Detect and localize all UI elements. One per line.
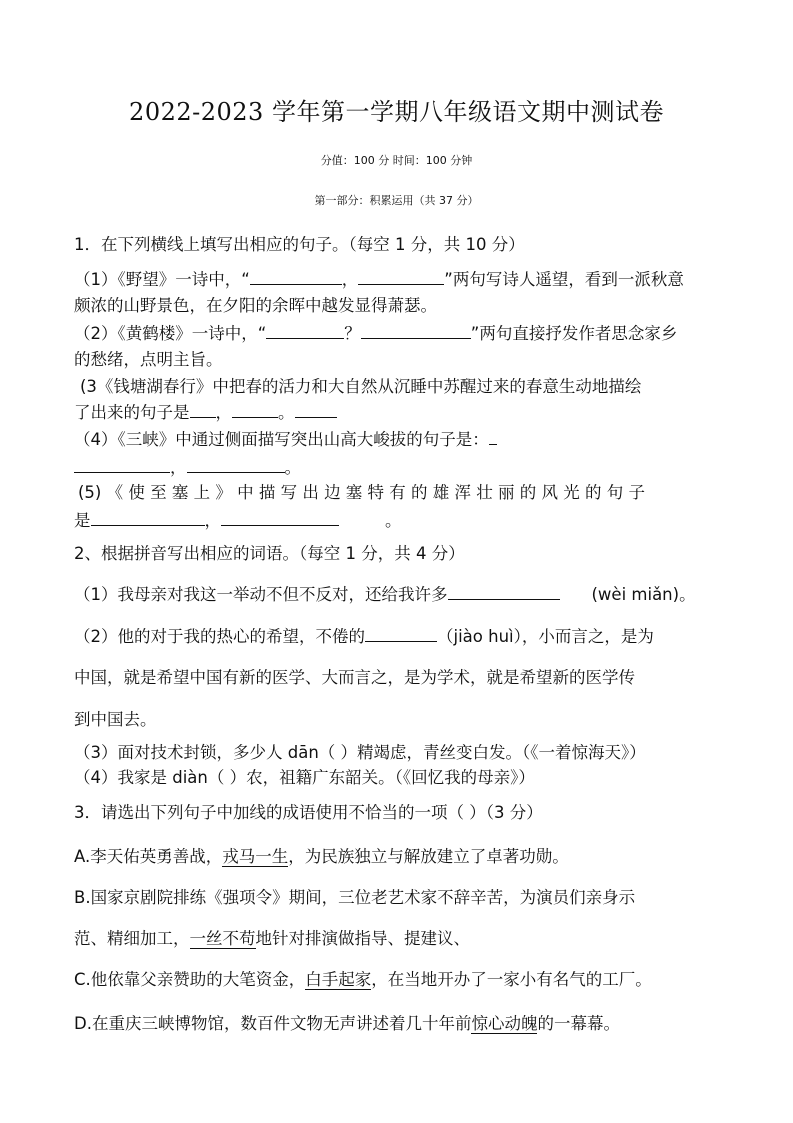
q1-item3-line1: (3《钱塘湖春行》中把春的活力和大自然从沉睡中苏醒过来的春意生动地描绘 bbox=[80, 377, 642, 396]
section-heading-part1: 第一部分：积累运用（共 37 分） bbox=[314, 194, 479, 207]
option-b-text-end: 地针对排演做指导、提建议、 bbox=[255, 929, 470, 948]
answer-blank[interactable] bbox=[250, 268, 342, 285]
q2-item2-line1 bbox=[74, 623, 654, 647]
option-d-text-end: 的一幕幕。 bbox=[537, 1014, 620, 1033]
exam-title: 2022-2023 学年第一学期八年级语文期中测试卷 bbox=[129, 98, 664, 126]
q2-item2-text-a: （2）他的对于我的热心的希望，不倦的 bbox=[74, 627, 365, 646]
option-b-idiom: 一丝不苟 bbox=[189, 929, 256, 948]
q1-item1-text-b: ， bbox=[341, 270, 359, 289]
q1-item4-text-b: ， bbox=[170, 458, 187, 477]
q1-item4-line2 bbox=[74, 454, 301, 478]
q1-item4-text-c: 。 bbox=[284, 458, 301, 477]
q3-option-b-line1[interactable]: B.国家京剧院排练《强项令》期间，三位老艺术家不辞辛苦，为演员们亲身示 bbox=[74, 888, 636, 907]
q1-item2-text-c: ”两句直接抒发作者思念家乡 bbox=[470, 324, 678, 343]
answer-blank[interactable] bbox=[74, 456, 170, 473]
answer-blank[interactable] bbox=[221, 509, 339, 526]
q2-item1 bbox=[74, 581, 696, 605]
q1-item1-text-c: ”两句写诗人遥望，看到一派秋意 bbox=[444, 270, 684, 289]
answer-blank[interactable] bbox=[232, 401, 278, 418]
q1-item3-text-b: ， bbox=[215, 403, 232, 422]
q1-item3-text-c: 。 bbox=[278, 403, 295, 422]
option-a-text-end: ，为民族独立与解放建立了卓著功勋。 bbox=[288, 847, 569, 866]
q2-item2-line3: 到中国去。 bbox=[74, 710, 157, 729]
q3-option-d[interactable] bbox=[74, 1010, 620, 1034]
q2-item3: （3）面对技术封锁，多少人 dān（ ）精竭虑，青丝变白发。（《一着惊海天》） bbox=[74, 743, 646, 762]
answer-blank[interactable] bbox=[266, 322, 344, 339]
q1-item5-text-a: 是 bbox=[74, 511, 91, 530]
option-c-idiom: 白手起家 bbox=[305, 970, 372, 989]
q1-item1-line1 bbox=[74, 266, 684, 290]
answer-blank[interactable] bbox=[448, 583, 560, 600]
q1-item5-line1: (5) 《 使 至 塞 上 》 中 描 写 出 边 塞 特 有 的 雄 浑 壮 丽 的 风 光 的 句 子 bbox=[78, 483, 645, 502]
option-d-idiom: 惊心动魄 bbox=[471, 1014, 538, 1033]
q1-item4-line1 bbox=[74, 426, 497, 450]
q3-option-a[interactable] bbox=[74, 843, 569, 867]
option-d-text: D.在重庆三峡博物馆，数百件文物无声讲述着几十年前 bbox=[74, 1014, 472, 1033]
option-b-text: 范、精细加工， bbox=[74, 929, 190, 948]
q2-item1-pinyin: (wèi miǎn)。 bbox=[591, 585, 696, 604]
q2-stem: 2、根据拼音写出相应的词语。（每空 1 分，共 4 分） bbox=[74, 544, 465, 563]
q1-item1-text-a: （1）《野望》一诗中，“ bbox=[74, 270, 250, 289]
q1-item5-text-b: ， bbox=[204, 511, 221, 530]
answer-blank[interactable] bbox=[361, 322, 471, 339]
answer-blank[interactable] bbox=[489, 428, 497, 445]
answer-blank[interactable] bbox=[190, 401, 216, 418]
answer-blank[interactable] bbox=[91, 509, 205, 526]
q1-stem: 1．在下列横线上填写出相应的句子。（每空 1 分，共 10 分） bbox=[74, 235, 525, 254]
q1-item3-text-a: 了出来的句子是 bbox=[74, 403, 190, 422]
answer-blank[interactable] bbox=[187, 456, 285, 473]
q1-item5-line2 bbox=[74, 507, 402, 531]
q1-item2-text-a: （2）《黄鹤楼》一诗中，“ bbox=[74, 324, 267, 343]
option-c-text-end: ，在当地开办了一家小有名气的工厂。 bbox=[371, 970, 652, 989]
answer-blank[interactable] bbox=[295, 401, 337, 418]
q1-item4-text-a: （4）《三峡》中通过侧面描写突出山高大峻拔的句子是： bbox=[74, 430, 489, 449]
option-a-text: A.李天佑英勇善战， bbox=[74, 847, 223, 866]
q1-item3-line2 bbox=[74, 399, 337, 423]
option-c-text: C.他依靠父亲赞助的大笔资金， bbox=[74, 970, 306, 989]
q1-item2-text-b: ？ bbox=[344, 324, 361, 343]
q1-item1-line2: 颇浓的山野景色，在夕阳的余晖中越发显得萧瑟。 bbox=[74, 296, 437, 315]
q2-item1-text: （1）我母亲对我这一举动不但不反对，还给我许多 bbox=[74, 585, 448, 604]
q1-item5-text-c: 。 bbox=[385, 511, 402, 530]
q3-stem: 3．请选出下列句子中加线的成语使用不恰当的一项（ ）（3 分） bbox=[74, 803, 543, 822]
answer-blank[interactable] bbox=[365, 625, 437, 642]
q1-item2-line2: 的愁绪，点明主旨。 bbox=[74, 350, 223, 369]
q1-item2-line1 bbox=[74, 320, 677, 344]
q2-item2-text-b: （jiào huì），小而言之，是为 bbox=[437, 627, 654, 646]
q2-item4: （4）我家是 diàn（ ）农，祖籍广东韶关。（《回忆我的母亲》） bbox=[74, 768, 535, 787]
option-a-idiom: 戎马一生 bbox=[222, 847, 289, 866]
q3-option-b-line2[interactable] bbox=[74, 925, 470, 949]
score-time-info: 分值：100 分 时间：100 分钟 bbox=[320, 154, 473, 167]
q3-option-c[interactable] bbox=[74, 966, 652, 990]
answer-blank[interactable] bbox=[358, 268, 444, 285]
q2-item2-line2: 中国，就是希望中国有新的医学、大而言之，是为学术，就是希望新的医学传 bbox=[74, 668, 635, 687]
